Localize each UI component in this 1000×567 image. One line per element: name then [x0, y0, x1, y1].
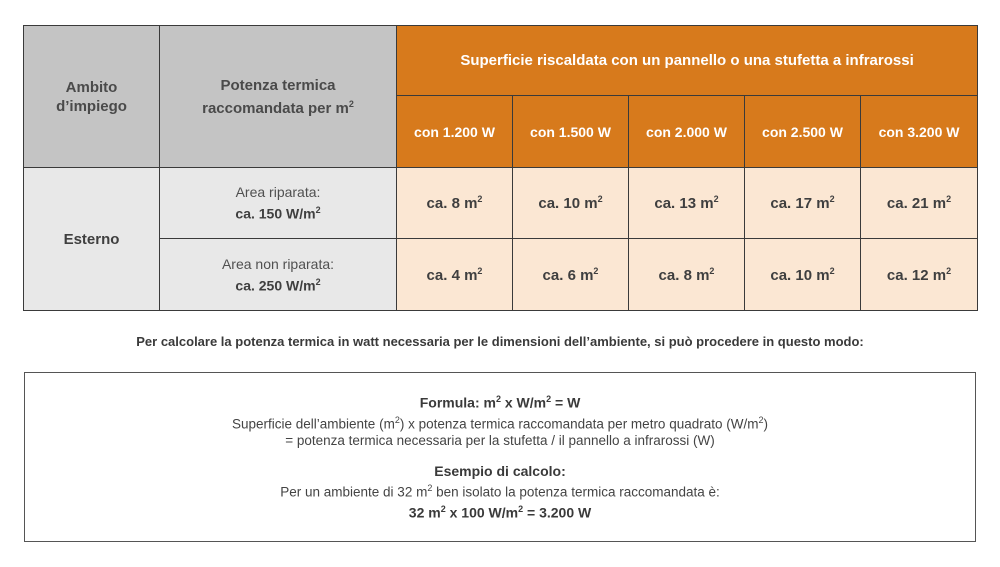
calculation-note: Per calcolare la potenza termica in watt necessaria per le dimensioni dell’ambiente, si può procedere in questo modo: [136, 334, 864, 349]
row-desc-label: Area non riparata: [221, 255, 335, 272]
header-ambito-line1: Ambito [65, 78, 118, 96]
example-text: Per un ambiente di 32 $m^2$ ben isolato la potenza termica raccomandata è: [280, 483, 720, 500]
table-row [24, 239, 978, 311]
formula-box [24, 372, 976, 542]
header-power-1500: con 1.500 W [513, 96, 629, 168]
header-power-3200: con 3.200 W [861, 96, 978, 168]
table-cell: ca. 13 $m^2$ [629, 168, 745, 239]
formula-explanation-line1: Superficie dell’ambiente $(m^2)$ x potenza termica raccomandata per metro quadrato $(W/m^2)$ [231, 414, 768, 432]
row-desc-label: Area riparata: [235, 184, 321, 201]
table-cell: ca. 12 $m^2$ [861, 239, 978, 311]
header-power-2000: con 2.000 W [629, 96, 745, 168]
header-ambito [24, 26, 160, 168]
power-table [23, 25, 978, 311]
table-cell: ca. 8 $m^2$ [397, 168, 513, 239]
table-cell: ca. 21 $m^2$ [861, 168, 978, 239]
header-potenza [160, 26, 397, 168]
header-potenza-line1: Potenza termica [220, 76, 336, 94]
formula-line: Formula: $m^2$ x $W/m^2 = W$ [419, 394, 581, 411]
table-cell: ca. 8 $m^2$ [629, 239, 745, 311]
row-desc-sup: 2 [315, 205, 321, 216]
header-power-1200: con 1.200 W [397, 96, 513, 168]
header-potenza-sup: 2 [348, 98, 354, 109]
section-esterno: Esterno [24, 168, 160, 311]
row-desc-non-riparata [160, 239, 397, 311]
row-desc-sup: 2 [315, 276, 321, 287]
table-cell: ca. 10 $m^2$ [513, 168, 629, 239]
row-desc-riparata [160, 168, 397, 239]
table-cell: ca. 6 $m^2$ [513, 239, 629, 311]
example-title: Esempio di calcolo: [434, 463, 566, 480]
formula-explanation-line2: = potenza termica necessaria per la stufetta / il pannello a infrarossi (W) [285, 433, 715, 449]
row-desc-value: ca. 150 W/m [235, 205, 316, 222]
header-superficie: Superficie riscaldata con un pannello o una stufetta a infrarossi [397, 26, 978, 96]
header-power-2500: con 2.500 W [745, 96, 861, 168]
row-desc-value: ca. 250 W/m [235, 277, 316, 294]
table-cell: ca. 4 $m^2$ [397, 239, 513, 311]
table-cell: ca. 17 $m^2$ [745, 168, 861, 239]
example-result: 32 $m^2$ x 100 $W/m^2 = 3.200$ W [408, 503, 592, 521]
table-row [24, 168, 978, 239]
header-potenza-line2: raccomandata per m [202, 99, 349, 117]
header-ambito-line2: d’impiego [56, 97, 127, 115]
table-cell: ca. 10 $m^2$ [745, 239, 861, 311]
